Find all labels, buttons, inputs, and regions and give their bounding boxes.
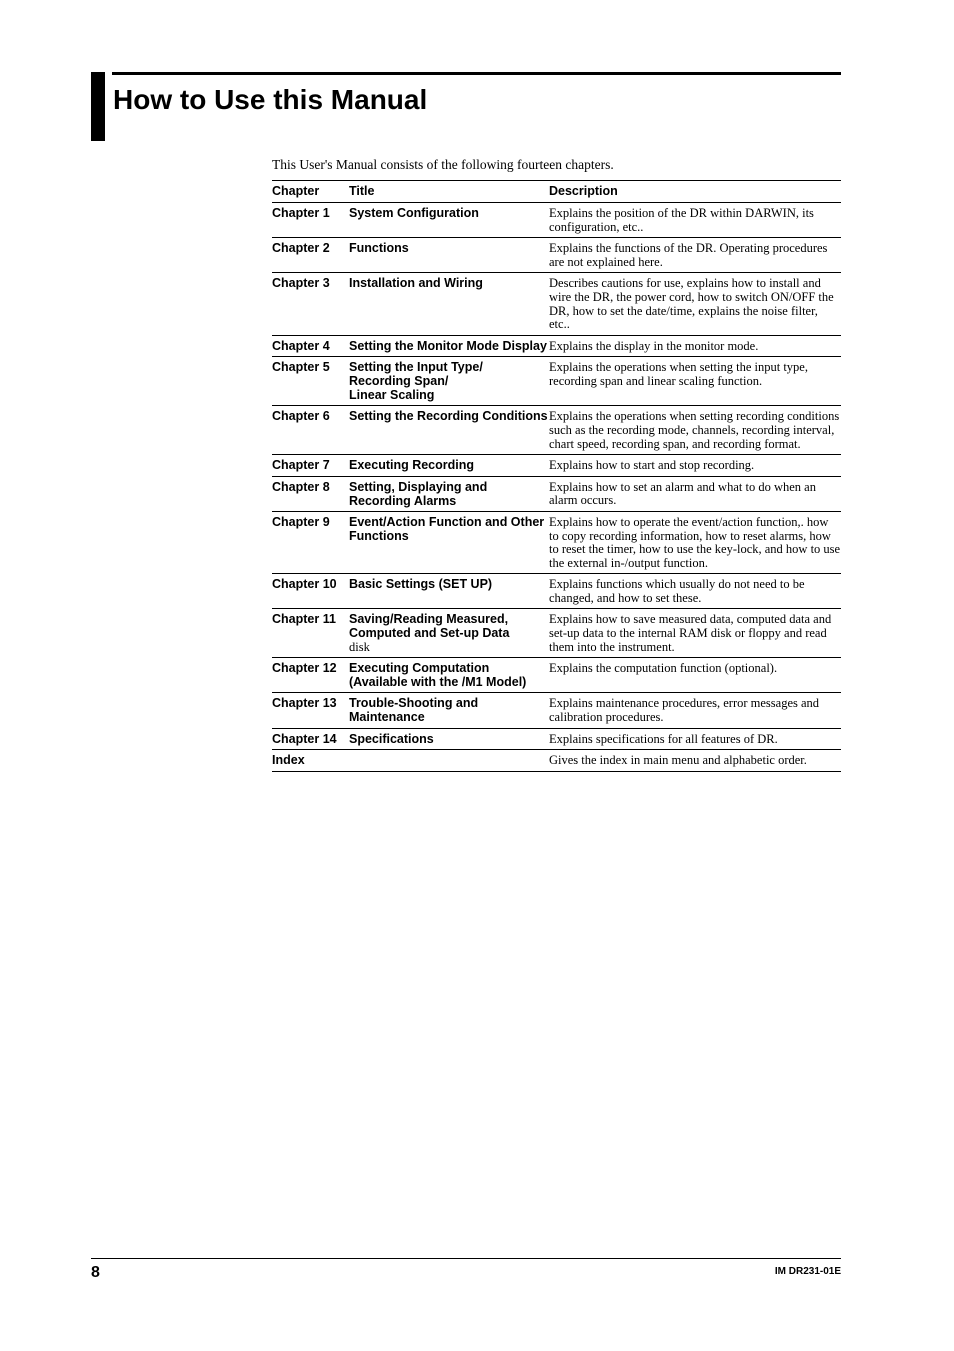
chapter-title	[349, 476, 549, 511]
chapter-number: Chapter 9	[272, 514, 330, 529]
chapter-title-line: Saving/Reading Measured, Computed and Set-up Data	[349, 612, 510, 641]
table-row	[272, 750, 841, 772]
table-row	[272, 574, 841, 609]
chapter-title	[349, 693, 549, 728]
chapter-title	[349, 728, 549, 750]
chapter-title-line: Setting the Monitor Mode Display	[349, 338, 547, 353]
chapter-title	[349, 511, 549, 573]
chapter-description: Gives the index in main menu and alphabetic order.	[549, 753, 807, 768]
table-row	[272, 238, 841, 273]
chapter-description-cell	[549, 455, 841, 477]
chapter-title-line: Setting the Input Type/	[349, 360, 483, 375]
chapter-title-line: Setting, Displaying and Recording Alarms	[349, 479, 488, 508]
chapter-description: Explains maintenance procedures, error messages and calibration procedures.	[549, 696, 820, 725]
chapter-description-cell	[549, 609, 841, 658]
chapter-description-cell	[549, 574, 841, 609]
chapter-description: Explains the operations when setting the input type, recording span and linear scaling function.	[549, 360, 808, 388]
chapter-number: Chapter 4	[272, 338, 330, 353]
chapter-title	[349, 406, 549, 455]
chapter-title-note: disk	[349, 640, 370, 655]
column-header-title: Title	[349, 184, 375, 198]
chapter-description-cell	[549, 335, 841, 357]
chapter-title-line: Trouble-Shooting and Maintenance	[349, 696, 479, 725]
chapter-number: Chapter 7	[272, 458, 330, 473]
chapter-number: Chapter 13	[272, 696, 337, 711]
chapter-number: Chapter 1	[272, 206, 330, 220]
chapter-description-cell	[549, 511, 841, 573]
chapter-title	[349, 609, 549, 658]
footer-rule	[91, 1258, 841, 1259]
chapter-number: Chapter 8	[272, 479, 330, 494]
chapter-title	[349, 273, 549, 335]
table-row	[272, 406, 841, 455]
table-row	[272, 335, 841, 357]
page-number: 8	[91, 1264, 100, 1281]
column-header-chapter: Chapter	[272, 184, 320, 198]
chapter-description: Explains the operations when setting recording conditions such as the recording mode, channels, recording interval, chart speed, recording span, and recording format.	[549, 409, 840, 451]
chapter-description-cell	[549, 357, 841, 406]
table-row	[272, 511, 841, 573]
chapter-title-line: Basic Settings (SET UP)	[349, 577, 493, 592]
chapter-title-line: Setting the Recording Conditions	[349, 409, 548, 424]
table-row	[272, 455, 841, 477]
chapter-number: Chapter 12	[272, 661, 337, 676]
chapter-description: Explains the computation function (optional).	[549, 661, 778, 676]
chapter-description: Describes cautions for use, explains how to install and wire the DR, the power cord, how to switch ON/OFF the DR, how to set the date/time, explains the noise filter, etc..	[549, 276, 834, 332]
chapter-description: Explains functions which usually do not need to be changed, and how to set these.	[549, 577, 805, 605]
table-row	[272, 476, 841, 511]
chapter-number: Chapter 3	[272, 276, 330, 291]
chapter-description-cell	[549, 750, 841, 772]
chapter-number: Index	[272, 753, 305, 768]
table-header-row	[272, 181, 841, 203]
chapter-title-line: System Configuration	[349, 206, 479, 220]
chapter-description: Explains the display in the monitor mode.	[549, 338, 759, 353]
title-top-rule	[112, 72, 841, 75]
chapter-description-cell	[549, 238, 841, 273]
chapter-title	[349, 357, 549, 406]
table-row	[272, 203, 841, 238]
chapter-title-line: Executing Recording	[349, 458, 475, 473]
chapter-title-line: Event/Action Function and Other Functions	[349, 514, 545, 543]
chapter-description: Explains specifications for all features of DR.	[549, 731, 778, 746]
chapter-title	[349, 750, 549, 772]
table-row	[272, 693, 841, 728]
chapter-number: Chapter 6	[272, 409, 330, 424]
chapter-description: Explains how to set an alarm and what to do when an alarm occurs.	[549, 479, 816, 508]
table-row	[272, 658, 841, 693]
chapter-description-cell	[549, 203, 841, 238]
chapter-description-cell	[549, 476, 841, 511]
chapter-title-line: (Available with the /M1 Model)	[349, 675, 527, 690]
chapter-description: Explains how to operate the event/action function,. how to copy recording information, how to reset alarms, how to reset the timer, how to use the key-lock, and how to use the external in-/output function.	[549, 514, 841, 570]
table-row	[272, 273, 841, 335]
chapter-title-line: Recording Span/	[349, 374, 449, 389]
table-row	[272, 728, 841, 750]
table-row	[272, 609, 841, 658]
chapter-number: Chapter 11	[272, 612, 336, 627]
intro-text: This User's Manual consists of the following fourteen chapters.	[272, 157, 614, 172]
chapter-number: Chapter 2	[272, 241, 330, 256]
table-row	[272, 357, 841, 406]
chapter-table	[272, 180, 841, 772]
chapter-number: Chapter 5	[272, 360, 330, 375]
chapter-title-line: Installation and Wiring	[349, 276, 483, 291]
chapter-description-cell	[549, 273, 841, 335]
page-title: How to Use this Manual	[113, 84, 428, 115]
chapter-description: Explains how to start and stop recording.	[549, 458, 755, 473]
chapter-title	[349, 574, 549, 609]
chapter-description: Explains the functions of the DR. Operating procedures are not explained here.	[549, 241, 828, 269]
chapter-rows	[272, 203, 841, 772]
chapter-description-cell	[549, 658, 841, 693]
chapter-title	[349, 455, 549, 477]
chapter-title-line: Executing Computation	[349, 661, 490, 676]
chapter-description: Explains how to save measured data, computed data and set-up data to the internal RAM disk or floppy and read them into the instrument.	[549, 612, 832, 654]
document-id: IM DR231-01E	[774, 1266, 841, 1277]
chapter-description-cell	[549, 728, 841, 750]
chapter-title	[349, 658, 549, 693]
chapter-title	[349, 238, 549, 273]
chapter-title-line: Specifications	[349, 731, 434, 746]
chapter-description: Explains the position of the DR within DARWIN, its configuration, etc..	[549, 206, 814, 234]
chapter-title-line: Functions	[349, 241, 409, 256]
title-side-bar	[91, 72, 105, 141]
chapter-number: Chapter 10	[272, 577, 337, 592]
chapter-title	[349, 203, 549, 238]
chapter-title-line: Linear Scaling	[349, 388, 435, 403]
column-header-description: Description	[549, 184, 618, 198]
chapter-number: Chapter 14	[272, 731, 337, 746]
chapter-description-cell	[549, 693, 841, 728]
chapter-title	[349, 335, 549, 357]
chapter-description-cell	[549, 406, 841, 455]
